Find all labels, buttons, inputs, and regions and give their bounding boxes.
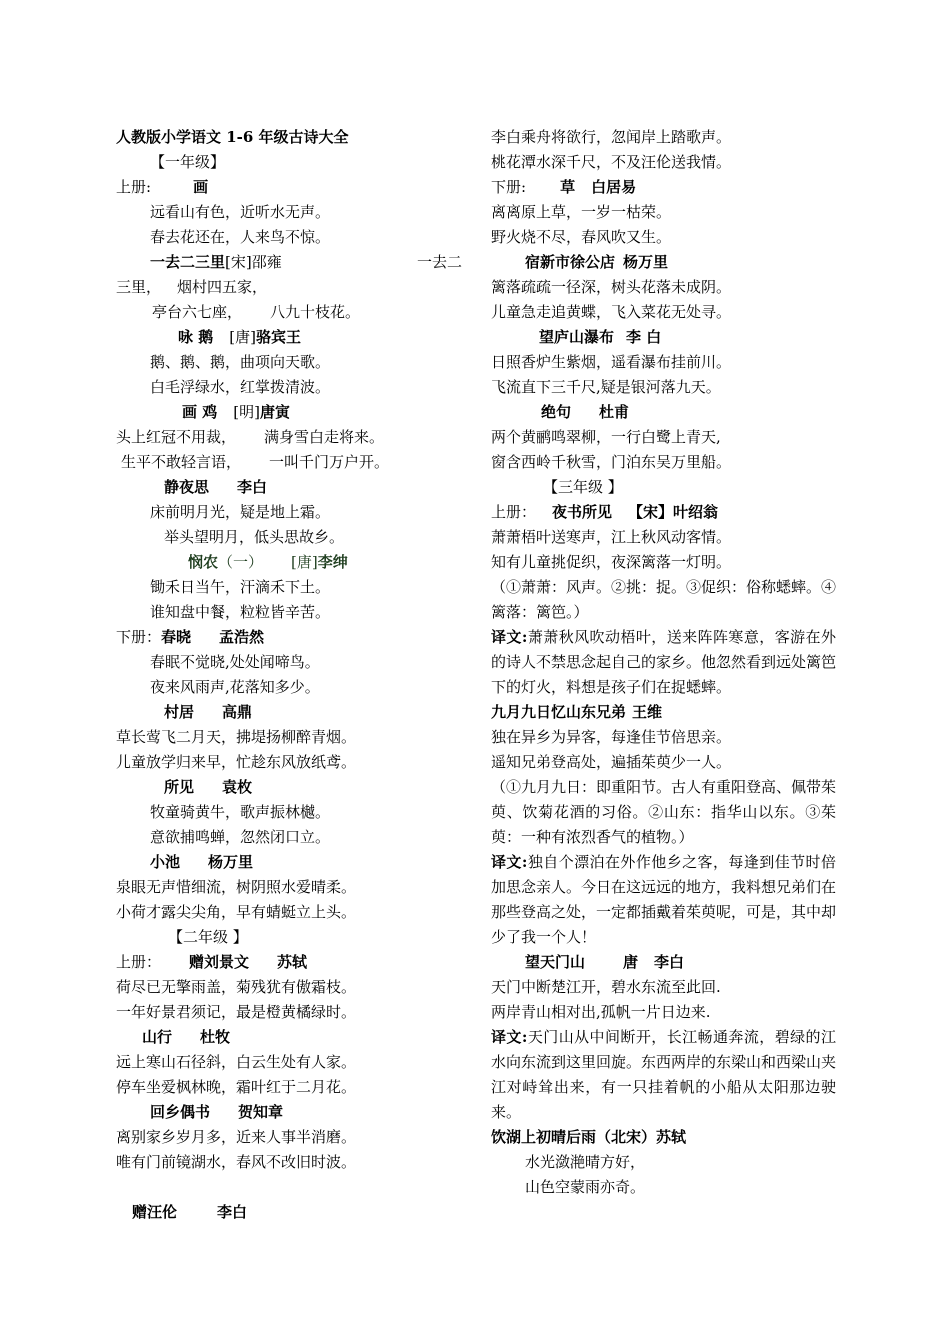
poem-heading: 画 鸡 [明]唐寅: [182, 403, 290, 421]
poem-heading: [491, 400, 836, 425]
poem-line: 日照香炉生紫烟，遥看瀑布挂前川。: [491, 353, 732, 371]
poem-line: 夜来风雨声,花落知多少。: [150, 678, 320, 696]
poem-heading: [116, 625, 456, 650]
volume-label: 下册：: [116, 628, 162, 646]
poem-line: 三里， 烟村四五家，: [116, 278, 268, 296]
translation: 译文:独自个漂泊在外作他乡之客，每逢到佳节时倍加思念亲人。今日在这远远的地方，我料想兄弟们在那些登高之处，一定都插戴着茱萸呢，可是，其中却少了我一个人！: [491, 853, 837, 946]
poem-heading: [116, 1025, 456, 1050]
poem-heading: [491, 250, 836, 275]
poem-line: 山色空蒙雨亦奇。: [525, 1178, 646, 1196]
poem-title: 静夜思: [164, 478, 210, 496]
poem-line: 小荷才露尖尖角，早有蜻蜓立上头。: [116, 903, 357, 921]
poem-line: 远看山有色，近听水无声。: [150, 203, 331, 221]
poem-heading: [116, 775, 456, 800]
volume-label: 上册：: [491, 503, 537, 521]
poem-title: 山行: [142, 1028, 173, 1046]
poem-author: 李白: [217, 1203, 248, 1221]
poem-line: 停车坐爱枫林晚，霜叶红于二月花。: [116, 1078, 357, 1096]
poem-line: 天门中断楚江开，碧水东流至此回.: [491, 978, 721, 996]
translation-label: 译文:: [491, 628, 528, 646]
volume-label: 下册:: [491, 178, 527, 196]
poem-heading: [116, 1200, 456, 1225]
poem-title: 赠汪伦: [132, 1203, 178, 1221]
volume-label: 上册：: [116, 953, 162, 971]
poem-line: 鹅、鹅、鹅，曲项向天歌。: [150, 353, 331, 371]
poem-line: 水光潋滟晴方好，: [525, 1153, 646, 1171]
poem-line: 两岸青山相对出,孤帆一片日边来.: [491, 1003, 711, 1021]
annotation: （①九月九日：即重阳节。古人有重阳登高、佩带茱萸、饮菊花酒的习俗。②山东：指华山以东。③茱萸：一种有浓烈香气的植物。）: [491, 778, 837, 846]
poem-heading: [116, 850, 456, 875]
poem-line: 头上红冠不用裁， 满身雪白走将来。: [116, 428, 385, 446]
poem-author: 苏轼: [277, 953, 308, 971]
poem-author: 唐寅: [259, 403, 290, 421]
right-column: [491, 125, 836, 1200]
volume-label: 上册:: [116, 178, 152, 196]
poem-line: 生平不敢轻言语， 一叫千门万户开。: [121, 453, 390, 471]
poem-title: 宿新市徐公店: [525, 253, 616, 271]
poem-title: 悯农: [188, 553, 219, 571]
poem-line: 萧萧梧叶送寒声，江上秋风动客情。: [491, 528, 732, 546]
poem-line: 窗含西岭千秋雪，门泊东吴万里船。: [491, 453, 732, 471]
poem-line: 远上寒山石径斜，白云生处有人家。: [116, 1053, 357, 1071]
poem-author: 王维: [632, 703, 663, 721]
poem-title: 画 鸡: [182, 403, 218, 421]
poem-author: 孟浩然: [219, 628, 265, 646]
poem-author: 杜牧: [200, 1028, 231, 1046]
poem-line: 李白乘舟将欲行，忽闻岸上踏歌声。: [491, 128, 732, 146]
poem-line: 知有儿童挑促织，夜深篱落一灯明。: [491, 553, 732, 571]
poem-title: 村居: [164, 703, 195, 721]
poem-author: 李白: [654, 953, 685, 971]
poem-line: 遥知兄弟登高处，遍插茱萸少一人。: [491, 753, 732, 771]
poem-heading: 悯农（一） [唐]李绅: [188, 553, 348, 571]
poem-line: 春去花还在，人来鸟不惊。: [150, 228, 331, 246]
poem-author: 李绅: [317, 553, 348, 571]
poem-author: 白居易: [591, 178, 637, 196]
poem-line: 儿童放学归来早，忙趁东风放纸鸢。: [116, 753, 357, 771]
grade-heading: 【二年级 】: [168, 928, 248, 946]
poem-heading: 望天门山 唐 李白: [525, 953, 685, 971]
poem-title: 绝句: [541, 403, 572, 421]
poem-author: [宋]邵雍: [225, 253, 282, 271]
poem-line: 独在异乡为异客，每逢佳节倍思亲。: [491, 728, 732, 746]
poem-title: 小池: [150, 853, 181, 871]
poem-title: 画: [193, 178, 209, 196]
poem-title: 望庐山瀑布: [539, 328, 615, 346]
poem-heading: [116, 175, 456, 200]
poem-title: 九月九日忆山东兄弟: [491, 703, 627, 721]
poem-author: 骆宾王: [255, 328, 301, 346]
poem-line: 两个黄鹂鸣翠柳，一行白鹭上青天,: [491, 428, 721, 446]
poem-line: 谁知盘中餐，粒粒皆辛苦。: [150, 603, 331, 621]
left-column: [116, 125, 462, 1225]
grade-heading: 【三年级 】: [543, 478, 623, 496]
poem-heading: 咏 鹅 [唐]骆宾王: [178, 328, 301, 346]
poem-line: 床前明月光，疑是地上霜。: [150, 503, 331, 521]
poem-line: 儿童急走追黄蝶，飞入菜花无处寻。: [491, 303, 732, 321]
poem-author: 袁枚: [222, 778, 253, 796]
poem-line: 春眠不觉晓,处处闻啼鸟。: [150, 653, 320, 671]
poem-line: 桃花潭水深千尺，不及汪伦送我情。: [491, 153, 732, 171]
poem-heading: [116, 250, 462, 275]
poem-title: 回乡偶书: [150, 1103, 211, 1121]
poem-line: 一年好景君须记，最是橙黄橘绿时。: [116, 1003, 357, 1021]
poem-line: 野火烧不尽，春风吹又生。: [491, 228, 672, 246]
poem-heading: [491, 700, 836, 725]
translation-label: 译文:: [491, 1028, 528, 1046]
poem-line: 牧童骑黄牛，歌声振林樾。: [150, 803, 331, 821]
poem-heading: [116, 475, 456, 500]
poem-line: 唯有门前镜湖水，春风不改旧时波。: [116, 1153, 357, 1171]
poem-line: 离离原上草，一岁一枯荣。: [491, 203, 672, 221]
poem-author: 【宋】叶绍翁: [628, 503, 719, 521]
translation-label: 译文:: [491, 853, 528, 871]
translation: 译文:萧萧秋风吹动梧叶，送来阵阵寒意，客游在外的诗人不禁思念起自己的家乡。他忽然看到远处篱笆下的灯火，料想是孩子们在捉蟋蟀。: [491, 628, 837, 696]
poem-author: 杨万里: [208, 853, 254, 871]
poem-line: 荷尽已无擎雨盖，菊残犹有傲霜枝。: [116, 978, 357, 996]
poem-heading: [116, 950, 456, 975]
annotation: （①萧萧：风声。②挑：捉。③促织：俗称蟋蟀。④篱落：篱笆。）: [491, 578, 837, 621]
poem-author: 杨万里: [623, 253, 669, 271]
poem-line: 锄禾日当午，汗滴禾下土。: [150, 578, 331, 596]
poem-heading: [491, 500, 836, 525]
poem-heading: [116, 700, 456, 725]
poem-author: 杜甫: [599, 403, 630, 421]
poem-line: 飞流直下三千尺,疑是银河落九天。: [491, 378, 721, 396]
poem-line: 草长莺飞二月天，拂堤扬柳醉青烟。: [116, 728, 357, 746]
poem-author: 高鼎: [222, 703, 253, 721]
poem-title: 赠刘景文: [189, 953, 250, 971]
poem-line: 一去二: [416, 253, 462, 271]
poem-author: 李白: [237, 478, 268, 496]
poem-title: 春晓: [161, 628, 192, 646]
poem-heading: [491, 325, 836, 350]
poem-author: 李 白: [626, 328, 662, 346]
poem-title: 草: [560, 178, 576, 196]
poem-title: 咏 鹅: [178, 328, 214, 346]
poem-author: 贺知章: [238, 1103, 284, 1121]
poem-heading: [491, 175, 836, 200]
poem-title: 所见: [164, 778, 195, 796]
poem-line: 意欲捕鸣蝉，忽然闭口立。: [150, 828, 331, 846]
poem-line: 举头望明月，低头思故乡。: [164, 528, 345, 546]
poem-title: 一去二三里: [150, 253, 226, 271]
document-title: 人教版小学语文 1-6 年级古诗大全: [116, 128, 349, 146]
poem-line: 泉眼无声惜细流，树阴照水爱晴柔。: [116, 878, 357, 896]
grade-heading: 【一年级】: [150, 153, 226, 171]
poem-title: 夜书所见: [552, 503, 613, 521]
poem-line: 离别家乡岁月多，近来人事半消磨。: [116, 1128, 357, 1146]
poem-title: 望天门山: [525, 953, 586, 971]
translation: 译文:天门山从中间断开，长江畅通奔流，碧绿的江水向东流到这里回旋。东西两岸的东梁山和西梁山夹江对峙耸出来，有一只挂着帆的小船从太阳那边驶来。: [491, 1028, 837, 1121]
poem-heading: [116, 1100, 456, 1125]
poem-line: 白毛浮绿水，红掌拨清波。: [150, 378, 331, 396]
poem-line: 篱落疏疏一径深，树头花落未成阴。: [491, 278, 732, 296]
poem-heading: 饮湖上初晴后雨（北宋）苏轼: [491, 1128, 687, 1146]
poem-line: 亭台六七座， 八九十枝花。: [152, 303, 361, 321]
